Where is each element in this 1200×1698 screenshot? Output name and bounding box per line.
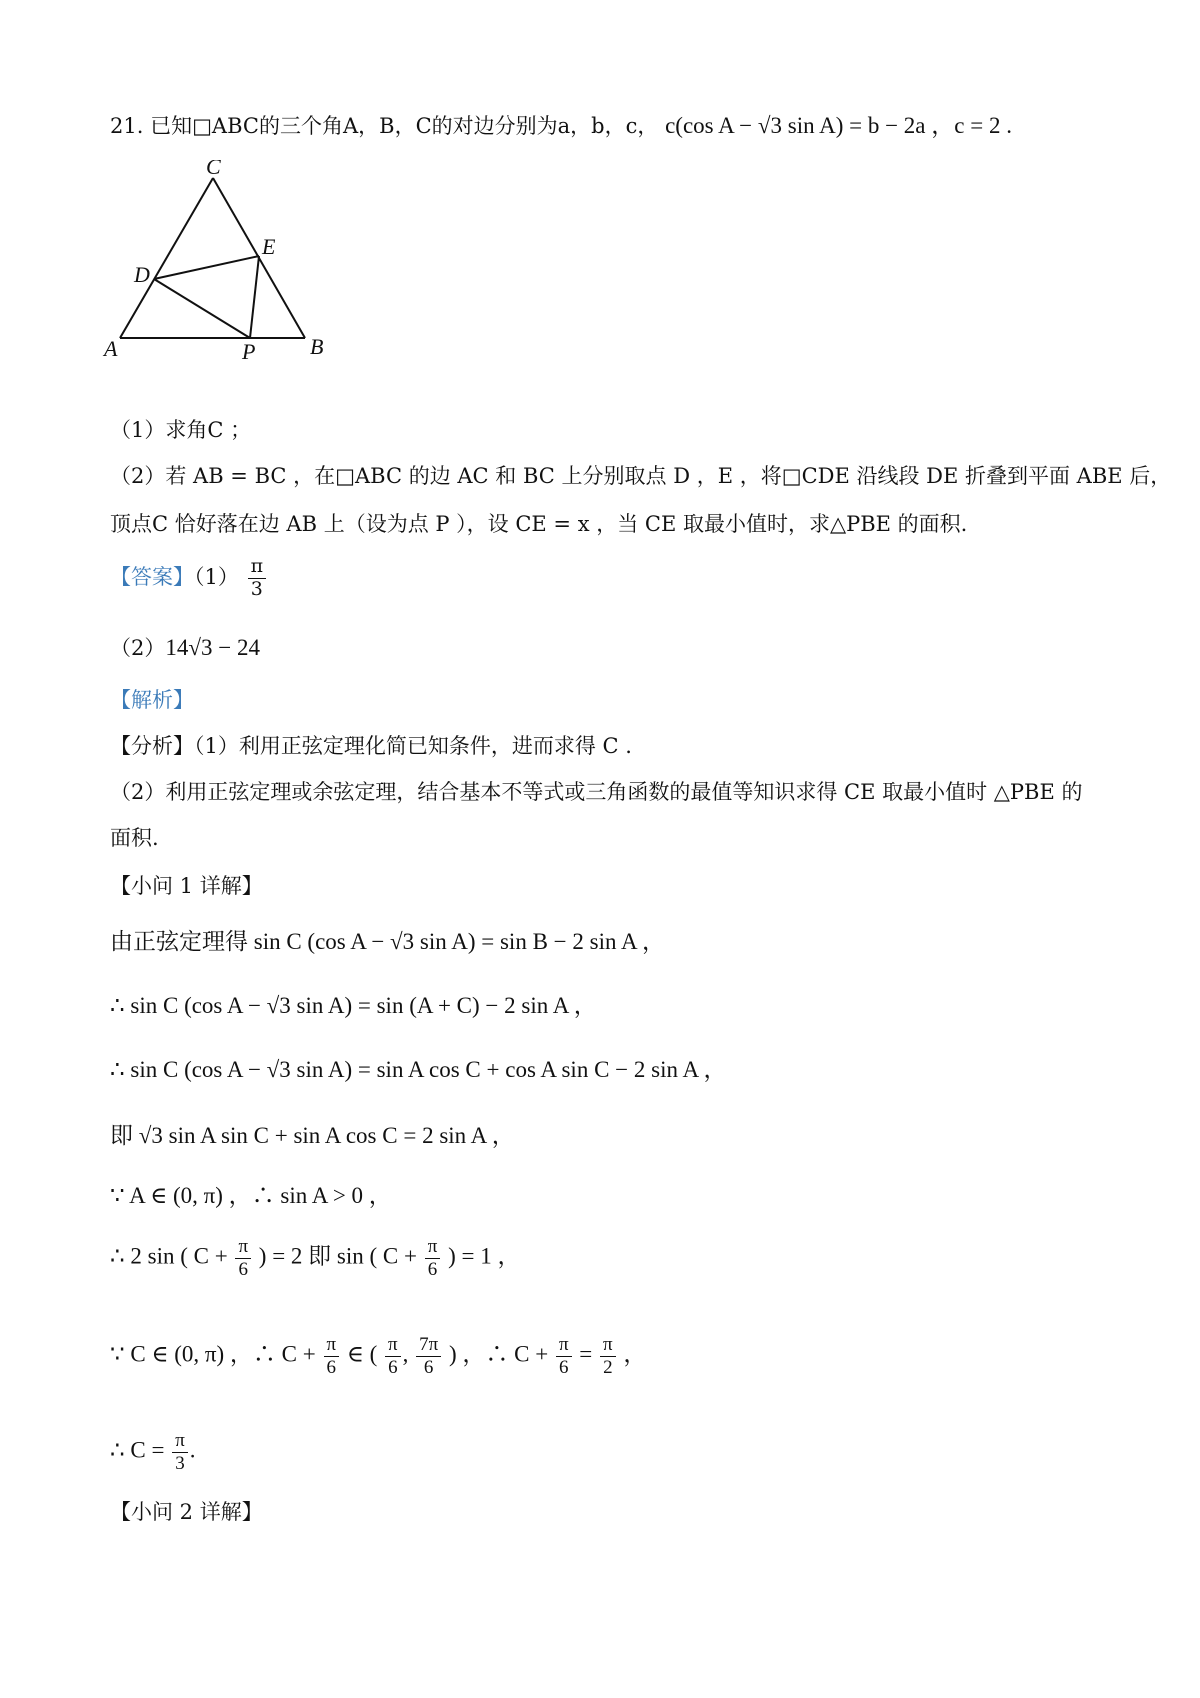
step7-part-a: ∵ C ∈ (0, π) ，∴ C +	[110, 1341, 316, 1367]
label-E: E	[262, 234, 276, 259]
step7-fraction-3	[416, 1334, 441, 1379]
fraction-denominator: 2	[603, 1356, 613, 1378]
question-1: （1）求角C ；	[110, 418, 252, 442]
step8-fraction	[172, 1430, 188, 1475]
fraction-numerator: π	[600, 1334, 616, 1357]
edge-DE	[154, 256, 259, 279]
problem-intro: 已知□ABC的三个角A，B，C的对边分别为a，b，c，	[150, 114, 659, 138]
step7-fraction-2	[385, 1334, 401, 1379]
step7-equals: =	[579, 1341, 593, 1367]
detail1-step5: ∵ A ∈ (0, π) ，∴ sin A > 0 ，	[110, 1183, 392, 1208]
detail1-step3: ∴ sin C (cos A − √3 sin A) = sin A cos C + cos A sin C − 2 sin A ，	[110, 1057, 727, 1082]
answer-part2	[110, 634, 260, 662]
answer-part1	[110, 556, 268, 601]
fraction-denominator: 3	[250, 577, 263, 600]
step7-fraction-4	[556, 1334, 572, 1379]
step8-end: .	[189, 1437, 196, 1463]
detail1-step6	[110, 1236, 520, 1281]
fraction-numerator: 7π	[416, 1334, 441, 1357]
label-B: B	[310, 334, 324, 359]
answer-part1-fraction	[248, 556, 267, 601]
answer-part2-value: 14√3 − 24	[165, 635, 260, 660]
step6-part-b: ) = 2 即 sin ( C +	[258, 1243, 417, 1269]
fraction-denominator: 6	[559, 1356, 569, 1378]
fraction-denominator: 3	[175, 1452, 185, 1474]
answer-part2-prefix: （2）	[110, 636, 166, 660]
detail1-step2: ∴ sin C (cos A − √3 sin A) = sin (A + C) − 2 sin A ，	[110, 993, 597, 1018]
analysis-fenxi-3: 面积.	[110, 826, 159, 850]
analysis-tag: 【解析】	[110, 688, 194, 712]
problem-condition: c(cos A − √3 sin A) = b − 2a ，c = 2 .	[665, 113, 1012, 138]
fraction-numerator: π	[425, 1236, 441, 1259]
step6-part-a: ∴ 2 sin ( C +	[110, 1243, 228, 1269]
fraction-numerator: π	[172, 1430, 188, 1453]
fraction-numerator: π	[556, 1334, 572, 1357]
fraction-numerator: π	[235, 1236, 251, 1259]
detail1-step1: 由正弦定理得 sin C (cos A − √3 sin A) = sin B − 2 sin A ，	[110, 929, 666, 954]
fraction-numerator: π	[385, 1334, 401, 1357]
fraction-denominator: 6	[326, 1356, 337, 1378]
question-2-line2: 顶点C 恰好落在边 AB 上（设为点 P ），设 CE = x ，当 CE 取最小值时，求△PBE 的面积.	[110, 512, 968, 536]
analysis-fenxi-2: （2）利用正弦定理或余弦定理，结合基本不等式或三角函数的最值等知识求得 CE 取最小值时 △PBE 的	[110, 780, 1083, 804]
fraction-denominator: 6	[427, 1258, 438, 1280]
step7-part-b: ∈ (	[346, 1341, 378, 1367]
fraction-numerator: π	[324, 1334, 340, 1357]
detail1-step8	[110, 1430, 196, 1475]
analysis-fenxi-1: 【分析】（1）利用正弦定理化简已知条件，进而求得 C .	[110, 734, 632, 758]
detail1-heading: 【小问 1 详解】	[110, 874, 263, 898]
label-C: C	[206, 160, 221, 179]
step6-fraction-2	[425, 1236, 441, 1281]
edge-AC	[120, 178, 213, 338]
step8-part-a: ∴ C =	[110, 1437, 165, 1463]
label-A: A	[104, 336, 118, 361]
answer-part1-prefix: （1）	[194, 564, 239, 589]
problem-statement	[110, 112, 1012, 140]
fraction-denominator: 6	[388, 1356, 398, 1378]
step7-fraction-5	[600, 1334, 616, 1379]
answer-tag: 【答案】	[110, 564, 194, 589]
question-2-line1: （2）若 AB = BC ，在□ABC 的边 AC 和 BC 上分别取点 D ，E ，将□CDE 沿线段 DE 折叠到平面 ABE 后，	[110, 464, 1172, 488]
fraction-denominator: 6	[238, 1258, 248, 1280]
step7-part-c: ) ，∴ C +	[448, 1341, 549, 1367]
fraction-numerator: π	[248, 556, 267, 579]
step7-fraction-1	[324, 1334, 340, 1379]
detail1-step4: 即 √3 sin A sin C + sin A cos C = 2 sin A ，	[110, 1123, 515, 1148]
edge-EP	[250, 256, 259, 338]
step7-comma: ,	[402, 1341, 409, 1367]
label-P: P	[242, 339, 256, 364]
detail2-heading: 【小问 2 详解】	[110, 1500, 263, 1524]
label-D: D	[134, 262, 150, 287]
fraction-denominator: 6	[423, 1356, 434, 1378]
triangle-figure	[100, 160, 360, 400]
step6-part-c: ) = 1 ，	[448, 1243, 521, 1269]
triangle-edges	[120, 178, 305, 338]
edge-DP	[154, 279, 250, 338]
detail1-step7	[110, 1334, 646, 1379]
step6-fraction-1	[235, 1236, 251, 1281]
step7-end: ，	[623, 1341, 647, 1367]
problem-number: 21.	[110, 114, 144, 138]
